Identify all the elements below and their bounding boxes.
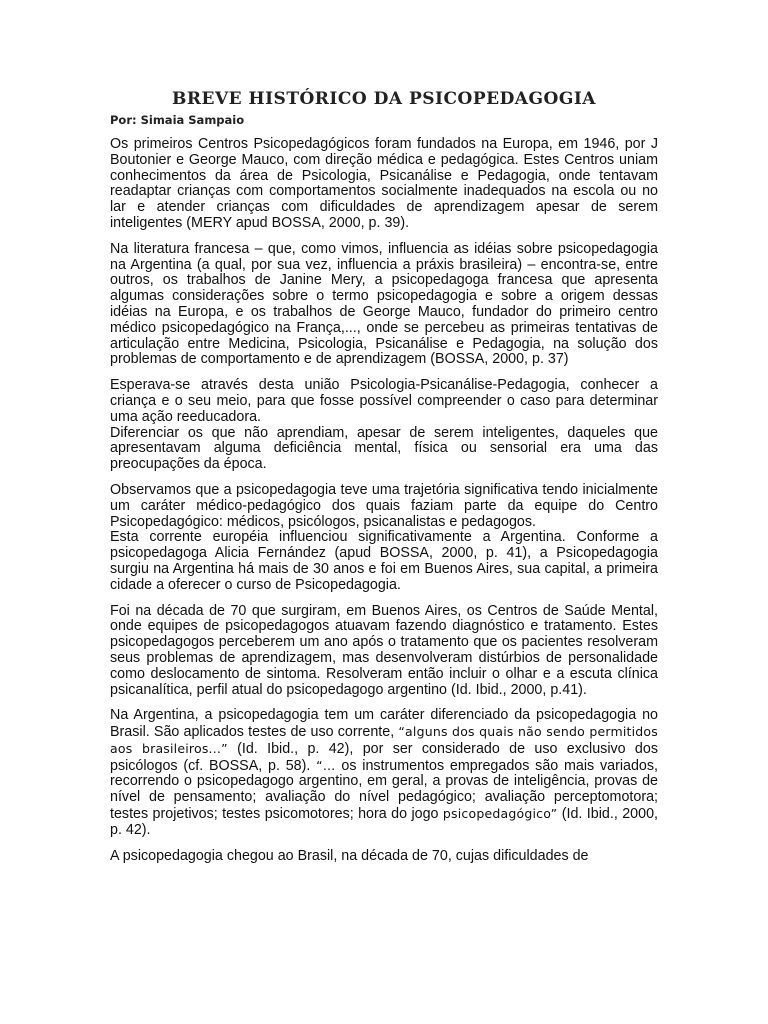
paragraph-9: A psicopedagogia chegou ao Brasil, na década de 70, cujas dificuldades de bbox=[110, 847, 589, 864]
paragraph-8-text-2: (Id. Ibid., p. 42), por ser considerado de uso exclusivo dos psicólogos (cf. BOSSA, p. 58). bbox=[110, 740, 658, 774]
paragraph-8-text-4: (Id. Ibid., 2000, p. 42). bbox=[110, 806, 658, 838]
paragraph-8-text-1: Na Argentina, a psicopedagogia tem um caráter diferenciado da psicopedagogia no Brasil. São aplicados testes de uso corrente, bbox=[110, 707, 658, 741]
document-page bbox=[110, 88, 658, 874]
paragraph-2: Na literatura francesa – que, como vimos, influencia as idéias sobre psicopedagogia na Argentina (a qual, por sua vez, influencia a práxis brasileira) – encontra-se, entre outros, os trabalhos de Janine Mery, a psicopedagoga francesa que apresenta algumas considerações sobre o termo psicopedagogia e sobre a origem dessas idéias na Europa, e os trabalhos de George Mauco, fundador do primeiro centro médico psicopedagógico na França,..., onde se percebeu as primeiras tentativas de articulação entre Medicina, Psicologia, Psicanálise e Pedagogia, na solução dos problemas de comportamento e de aprendizagem (BOSSA, 2000, p. 37) bbox=[110, 240, 658, 368]
document-title: BREVE HISTÓRICO DA PSICOPEDAGOGIA bbox=[172, 89, 596, 109]
paragraph-1: Os primeiros Centros Psicopedagógicos foram fundados na Europa, em 1946, por J Boutonier e George Mauco, com direção médica e pedagógica. Estes Centros uniam conhecimentos da área de Psicologia, Psicanálise e Pedagogia, onde tentavam readaptar crianças com comportamentos socialmente inadequados na escola ou no lar e atender crianças com dificuldades de aprendizagem apesar de serem inteligentes (MERY apud BOSSA, 2000, p. 39). bbox=[110, 136, 658, 231]
quote-3: psicopedagógico” bbox=[442, 806, 558, 822]
paragraph-6: Esta corrente européia influenciou significativamente a Argentina. Conforme a psicopedagoga Alicia Fernández (apud BOSSA, 2000, p. 41), a Psicopedagogia surgiu na Argentina há mais de 30 anos e foi em Buenos Aires, sua capital, a primeira cidade a oferecer o curso de Psicopedagogia. bbox=[110, 529, 658, 593]
paragraph-5: Observamos que a psicopedagogia teve uma trajetória significativa tendo inicialmente um caráter médico-pedagógico dos quais faziam parte da equipe do Centro Psicopedagógico: médicos, psicólogos, psicanalistas e pedagogos. bbox=[110, 481, 658, 530]
paragraph-8-text-3: os instrumentos empregados são mais variados, recorrendo o psicopedagogo argentino, em geral, a provas de inteligência, provas de nível de pensamento; avaliação do nível pedagógico; avaliação perceptomotora; testes projetivos; testes psicomotores; hora do jogo bbox=[110, 757, 659, 823]
quote-1: “alguns dos quais não sendo permitidos aos brasileiros...” bbox=[110, 724, 658, 756]
paragraph-3: Esperava-se através desta união Psicologia-Psicanálise-Pedagogia, conhecer a criança e o seu meio, para que fosse possível compreender o caso para determinar uma ação reeducadora. bbox=[110, 377, 658, 425]
paragraph-4: Diferenciar os que não aprendiam, apesar de serem inteligentes, daqueles que apresentavam alguma deficiência mental, física ou sensorial era uma das preocupações da época. bbox=[110, 424, 658, 473]
paragraph-8 bbox=[110, 708, 658, 838]
document-author: Por: Simaia Sampaio bbox=[110, 113, 245, 127]
paragraph-7: Foi na década de 70 que surgiram, em Buenos Aires, os Centros de Saúde Mental, onde equipes de psicopedagogos atuavam fazendo diagnóstico e tratamento. Estes psicopedagogos perceberem um ano após o tratamento que os pacientes resolveram seus problemas de aprendizagem, mas desenvolveram distúrbios de personalidade como deslocamento de sintoma. Resolveram então incluir o olhar e a escuta clínica psicanalítica, perfil atual do psicopedagogo argentino (Id. Ibid., 2000, p.41). bbox=[110, 602, 658, 698]
quote-2: “... bbox=[316, 757, 342, 773]
